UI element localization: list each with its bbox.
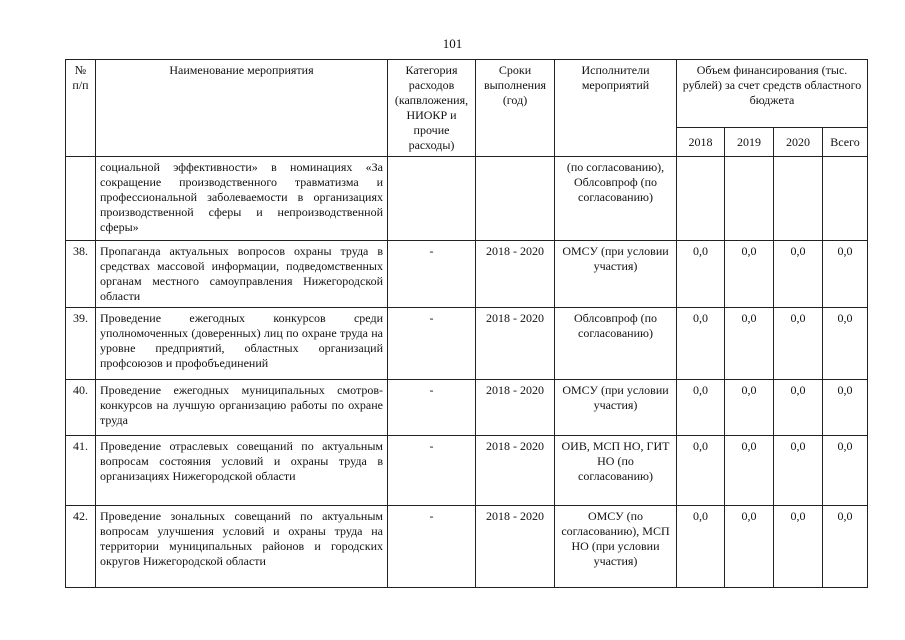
row-name: Проведение зональных совещаний по актуальным вопросам улучшения условий и охраны труда на территории муниципальных районов и городских округов Нижегородской области: [96, 506, 388, 588]
row-value-2019: 0,0: [725, 308, 774, 380]
activities-table: [65, 59, 868, 588]
header-row: [66, 60, 868, 128]
row-num: 39.: [66, 308, 96, 380]
row-period: 2018 - 2020: [476, 506, 555, 588]
header-num: № п/п: [66, 60, 96, 157]
row-value-total: 0,0: [823, 506, 868, 588]
row-value-2020: 0,0: [774, 241, 823, 308]
row-value-2018: [677, 157, 725, 241]
row-value-2020: [774, 157, 823, 241]
table-row: [66, 436, 868, 506]
row-category: -: [388, 241, 476, 308]
row-name: Пропаганда актуальных вопросов охраны труда в средствах массовой информации, подведомственных органам местного самоуправления Нижегородской области: [96, 241, 388, 308]
table-row: [66, 241, 868, 308]
table-row: [66, 380, 868, 436]
header-category: Категория расходов (капвложения, НИОКР и прочие расходы): [388, 60, 476, 157]
header-name: Наименование мероприятия: [96, 60, 388, 157]
row-value-2019: [725, 157, 774, 241]
row-category: -: [388, 436, 476, 506]
row-value-total: [823, 157, 868, 241]
row-value-2019: 0,0: [725, 241, 774, 308]
row-value-total: 0,0: [823, 380, 868, 436]
header-funding: Объем финансирования (тыс. рублей) за счет средств областного бюджета: [677, 60, 868, 128]
row-value-2020: 0,0: [774, 436, 823, 506]
row-value-2019: 0,0: [725, 436, 774, 506]
row-executors: ОМСУ (при условии участия): [555, 241, 677, 308]
table-row: [66, 506, 868, 588]
header-year-2019: 2019: [725, 128, 774, 157]
row-value-2018: 0,0: [677, 308, 725, 380]
row-period: [476, 157, 555, 241]
row-period: 2018 - 2020: [476, 380, 555, 436]
row-period: 2018 - 2020: [476, 436, 555, 506]
header-year-2018: 2018: [677, 128, 725, 157]
row-period: 2018 - 2020: [476, 241, 555, 308]
row-value-total: 0,0: [823, 241, 868, 308]
row-value-total: 0,0: [823, 308, 868, 380]
row-category: -: [388, 308, 476, 380]
header-period: Сроки выполнения (год): [476, 60, 555, 157]
row-name: Проведение ежегодных конкурсов среди уполномоченных (доверенных) лиц по охране труда на уровне предприятий, областных организаций профсоюзов и профобъединений: [96, 308, 388, 380]
row-value-2018: 0,0: [677, 436, 725, 506]
header-total: Всего: [823, 128, 868, 157]
row-value-2020: 0,0: [774, 506, 823, 588]
row-name: Проведение ежегодных муниципальных смотров-конкурсов на лучшую организацию работы по охране труда: [96, 380, 388, 436]
row-num: 40.: [66, 380, 96, 436]
row-executors: ОМСУ (при условии участия): [555, 380, 677, 436]
row-executors: (по согласованию), Облсовпроф (по согласованию): [555, 157, 677, 241]
row-value-2020: 0,0: [774, 308, 823, 380]
row-category: [388, 157, 476, 241]
row-value-2018: 0,0: [677, 380, 725, 436]
row-num: 42.: [66, 506, 96, 588]
row-name: Проведение отраслевых совещаний по актуальным вопросам состояния условий и охраны труда в организациях Нижегородской области: [96, 436, 388, 506]
header-year-2020: 2020: [774, 128, 823, 157]
row-value-2018: 0,0: [677, 506, 725, 588]
page-number: 101: [442, 36, 463, 51]
row-value-2020: 0,0: [774, 380, 823, 436]
table-row: [66, 157, 868, 241]
row-executors: ОМСУ (по согласованию), МСП НО (при условии участия): [555, 506, 677, 588]
row-value-2018: 0,0: [677, 241, 725, 308]
row-category: -: [388, 380, 476, 436]
row-name: социальной эффективности» в номинациях «За сокращение производственного травматизма и профессиональной заболеваемости в организациях производственной сферы и непроизводственной сферы»: [96, 157, 388, 241]
row-num: 41.: [66, 436, 96, 506]
row-executors: ОИВ, МСП НО, ГИТ НО (по согласованию): [555, 436, 677, 506]
row-value-2019: 0,0: [725, 380, 774, 436]
row-num: [66, 157, 96, 241]
header-executors: Исполнители мероприятий: [555, 60, 677, 157]
row-executors: Облсовпроф (по согласованию): [555, 308, 677, 380]
row-num: 38.: [66, 241, 96, 308]
row-value-2019: 0,0: [725, 506, 774, 588]
row-category: -: [388, 506, 476, 588]
row-value-total: 0,0: [823, 436, 868, 506]
row-period: 2018 - 2020: [476, 308, 555, 380]
table-row: [66, 308, 868, 380]
